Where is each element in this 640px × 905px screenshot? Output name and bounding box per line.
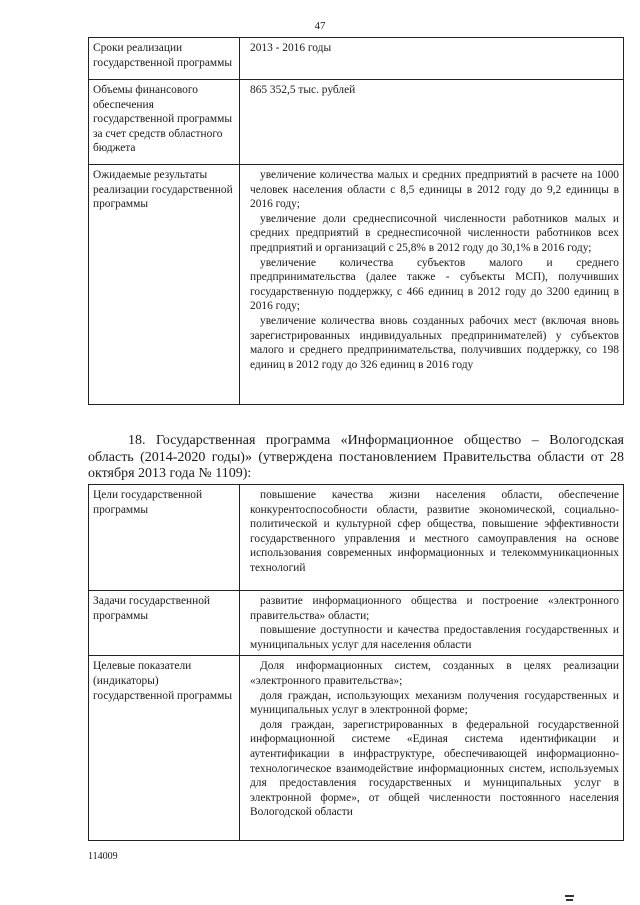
- finance-label: Объемы финансового обеспечения государственной программы за счет средств областного бюджета: [89, 80, 240, 165]
- scan-artifact-mark: [566, 899, 573, 901]
- results-label: Ожидаемые результаты реализации государственной программы: [89, 165, 240, 405]
- program-passport-table-2: [88, 484, 624, 841]
- tasks-item: развитие информационного общества и построение «электронного правительства» области;: [250, 595, 619, 622]
- results-item: увеличение количества малых и средних предприятий в расчете на 1000 человек населения области с 8,5 единицы в 2012 году до 9,2 единицы в 2016 году;: [250, 169, 619, 211]
- table-row: [89, 591, 624, 656]
- tasks-value: [240, 591, 624, 656]
- results-value: [240, 165, 624, 405]
- table-row: [89, 656, 624, 841]
- indicators-item: доля граждан, использующих механизм получения государственных и муниципальных услуг в электронной форме;: [250, 689, 619, 717]
- table-row: [89, 485, 624, 591]
- goals-label: Цели государственной программы: [89, 485, 240, 591]
- program-passport-table-1: [88, 37, 624, 405]
- table-row: [89, 80, 624, 165]
- results-item: увеличение количества субъектов малого и среднего предпринимательства (далее также - субъекты МСП), получивших государственную поддержку, с 466 единиц в 2012 году до 3200 единиц в 2016 году;: [250, 256, 619, 313]
- page-number: 47: [314, 20, 326, 32]
- deadline-label: Сроки реализации государственной программы: [89, 38, 240, 80]
- results-item: увеличение количества вновь созданных рабочих мест (включая вновь зарегистрированных индивидуальных предпринимателей) у субъектов малого и среднего предпринимательства, получивших поддержку, со 198 единиц в 2012 году до 326 единиц в 2016 году: [250, 314, 619, 371]
- goals-value: [240, 485, 624, 591]
- finance-value: 865 352,5 тыс. рублей: [240, 80, 624, 165]
- indicators-value: [240, 656, 624, 841]
- table-row: [89, 38, 624, 80]
- indicators-item: доля граждан, зарегистрированных в федеральной государственной информационной системе «Единая система идентификации и аутентификации в инфраструктуре, обеспечивающей информационно-технологическое взаимодействие информационных систем, используемых для предоставления государственных и муниципальных услуг в электронной форме», от общей численности постоянного населения Вологодской области: [250, 718, 619, 819]
- scan-artifact-mark: [565, 895, 574, 897]
- table-row: [89, 165, 624, 405]
- goals-item: повышение качества жизни населения области, обеспечение конкурентоспособности области, развитие экономической, социально-политической и культурной сфер общества, повышение эффективности государственного управления и местного самоуправления на основе использования современных информационных и телекоммуникационных технологий: [250, 489, 619, 574]
- section-18-heading: 18. Государственная программа «Информационное общество – Вологодская область (2014-2020 годы)» (утверждена постановлением Правительства области от 28 октября 2013 года № 1109):: [88, 433, 624, 481]
- tasks-item: повышение доступности и качества предоставления государственных и муниципальных услуг для населения области: [250, 624, 619, 651]
- document-code: 114009: [88, 851, 118, 862]
- indicators-item: Доля информационных систем, созданных в целях реализации «электронного правительства»;: [250, 660, 619, 687]
- results-item: увеличение доли среднесписочной численности работников малых и средних предприятий в среднесписочной численности работников всех предприятий и организаций с 25,8% в 2012 году до 30,1% в 2016 году;: [250, 212, 619, 254]
- indicators-label: Целевые показатели (индикаторы) государственной программы: [89, 656, 240, 841]
- deadline-value: 2013 - 2016 годы: [240, 38, 624, 80]
- tasks-label: Задачи государственной программы: [89, 591, 240, 656]
